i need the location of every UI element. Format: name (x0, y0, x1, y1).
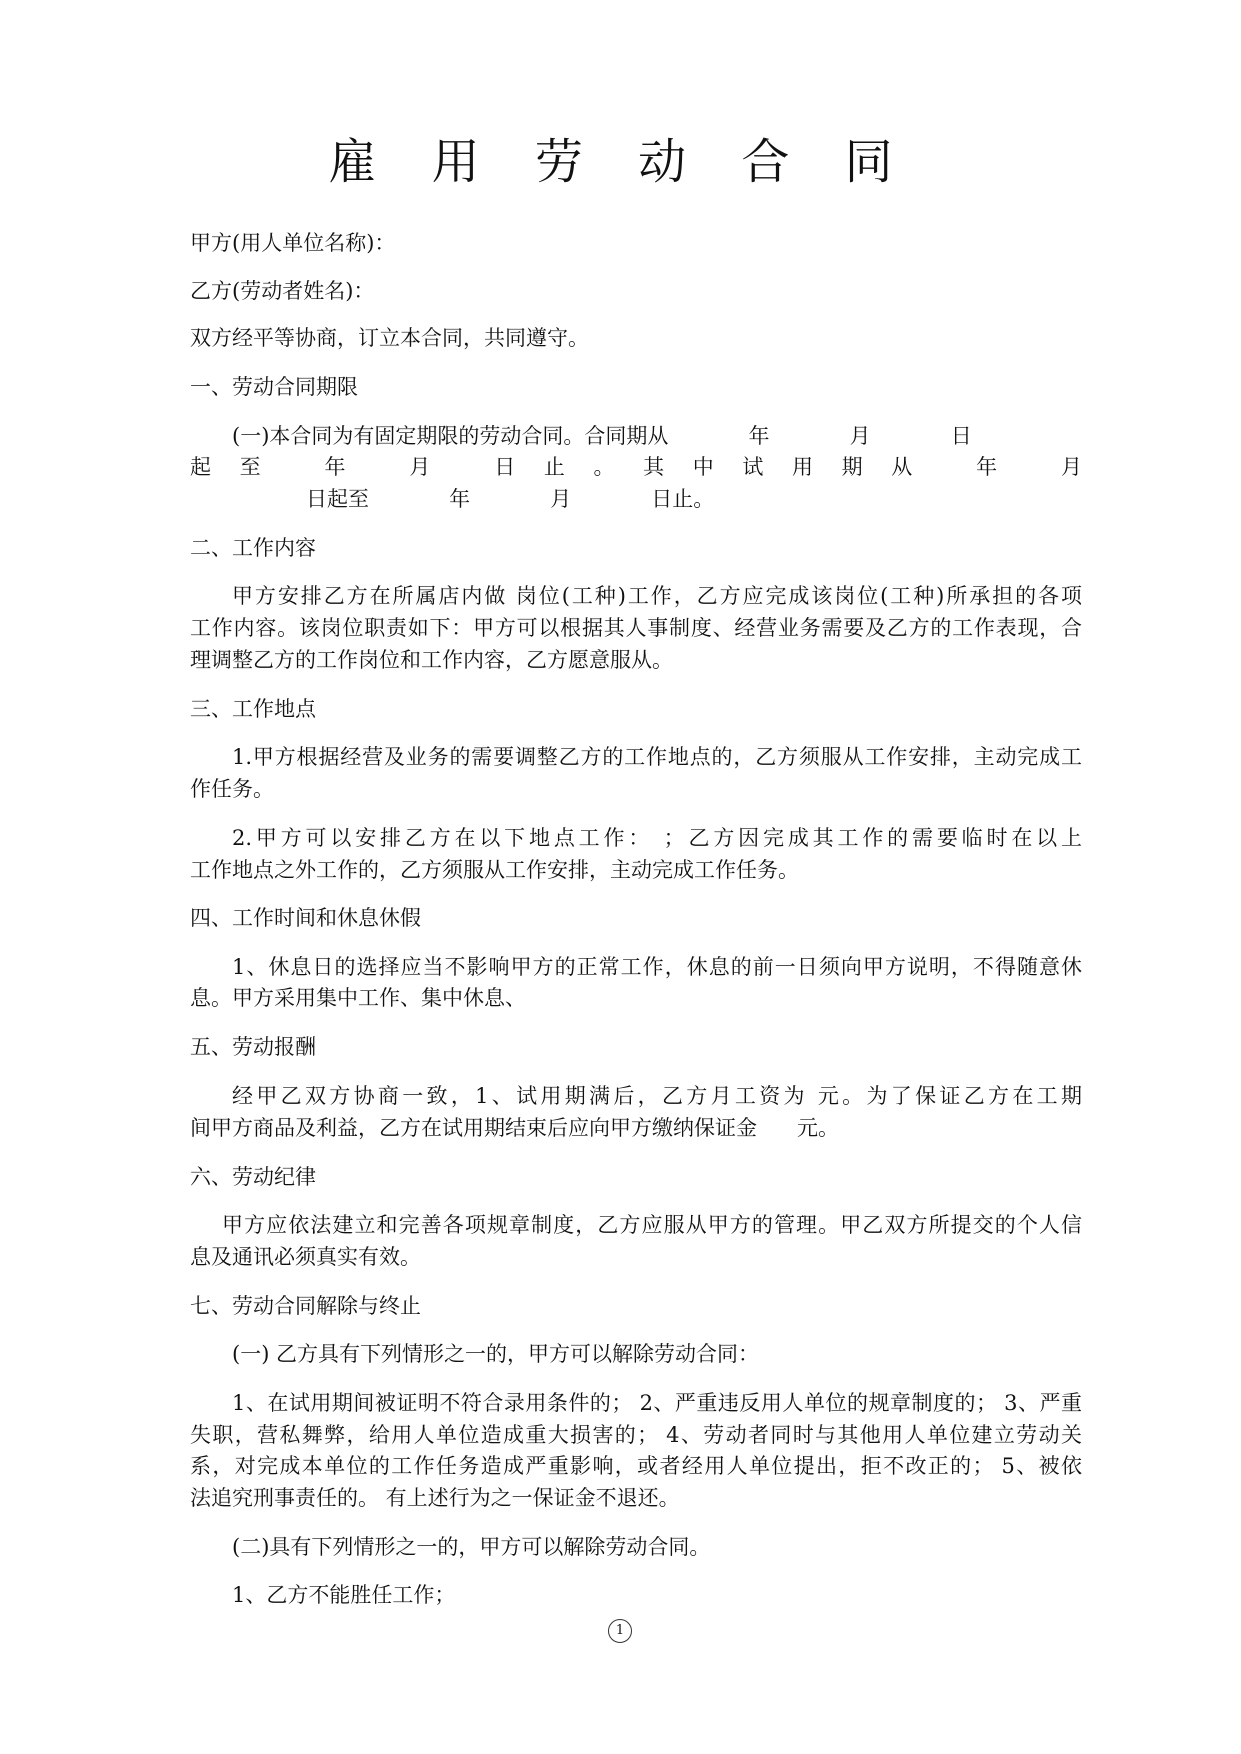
body-line: 三、工作地点 (190, 697, 316, 721)
body-line: 1、在试用期间被证明不符合录用条件的； 2、严重违反用人单位的规章制度的； 3、严重 (232, 1391, 1082, 1415)
body-line: 七、劳动合同解除与终止 (190, 1294, 421, 1318)
body-line: 系，对完成本单位的工作任务造成严重影响，或者经用人单位提出，拒不改正的； 5、被依 (190, 1454, 1082, 1478)
body-line: 一、劳动合同期限 (190, 375, 358, 399)
body-line: 息。甲方采用集中工作、集中休息、 (190, 986, 526, 1010)
body-line: 息及通讯必须真实有效。 (190, 1245, 421, 1269)
body-line: 双方经平等协商，订立本合同，共同遵守。 (190, 326, 589, 350)
body-line: 六、劳动纪律 (190, 1165, 316, 1189)
body-line: 甲方应依法建立和完善各项规章制度，乙方应服从甲方的管理。甲乙双方所提交的个人信 (222, 1213, 1082, 1237)
contract-title: 雇 用 劳 动 合 同 (328, 134, 913, 190)
body-line: (二)具有下列情形之一的，甲方可以解除劳动合同。 (232, 1535, 711, 1559)
body-line: 作任务。 (190, 777, 274, 801)
body-line: 甲方安排乙方在所属店内做 岗位(工种)工作，乙方应完成该岗位(工种)所承担的各项 (232, 584, 1082, 608)
body-line: 经甲乙双方协商一致，1、试用期满后，乙方月工资为 元。为了保证乙方在工期 (232, 1084, 1082, 1108)
body-line: 法追究刑事责任的。 有上述行为之一保证金不退还。 (190, 1486, 680, 1510)
body-line: 工作内容。该岗位职责如下：甲方可以根据其人事制度、经营业务需要及乙方的工作表现，合 (190, 616, 1082, 640)
body-line: (一)本合同为有固定期限的劳动合同。合同期从 年 月 日 (232, 424, 972, 448)
body-line: 乙方(劳动者姓名)： (190, 279, 375, 303)
body-line: 2.甲方可以安排乙方在以下地点工作： ；乙方因完成其工作的需要临时在以上 (232, 826, 1082, 850)
body-line: 日起至 年 月 日止。 (306, 487, 715, 511)
body-line: 理调整乙方的工作岗位和工作内容，乙方愿意服从。 (190, 648, 673, 672)
body-line: 二、工作内容 (190, 536, 316, 560)
body-line: 工作地点之外工作的，乙方须服从工作安排，主动完成工作任务。 (190, 858, 799, 882)
body-line: 间甲方商品及利益，乙方在试用期结束后应向甲方缴纳保证金 元。 (190, 1116, 840, 1140)
body-line: 五、劳动报酬 (190, 1035, 316, 1059)
page-number: 1 (608, 1619, 632, 1643)
body-line: 甲方(用人单位名称)： (190, 231, 396, 255)
body-line: 1.甲方根据经营及业务的需要调整乙方的工作地点的，乙方须服从工作安排，主动完成工 (232, 745, 1082, 769)
body-line: 失职，营私舞弊，给用人单位造成重大损害的； 4、劳动者同时与其他用人单位建立劳动关 (190, 1423, 1082, 1447)
body-line: (一) 乙方具有下列情形之一的，甲方可以解除劳动合同： (232, 1342, 760, 1366)
body-line: 四、工作时间和休息休假 (190, 906, 421, 930)
body-line: 1、休息日的选择应当不影响甲方的正常工作，休息的前一日须向甲方说明，不得随意休 (232, 955, 1082, 979)
body-line: 起至 年 月 日止。其中试用期从 年 月 (190, 455, 1082, 479)
body-line: 1、乙方不能胜任工作； (232, 1583, 456, 1607)
